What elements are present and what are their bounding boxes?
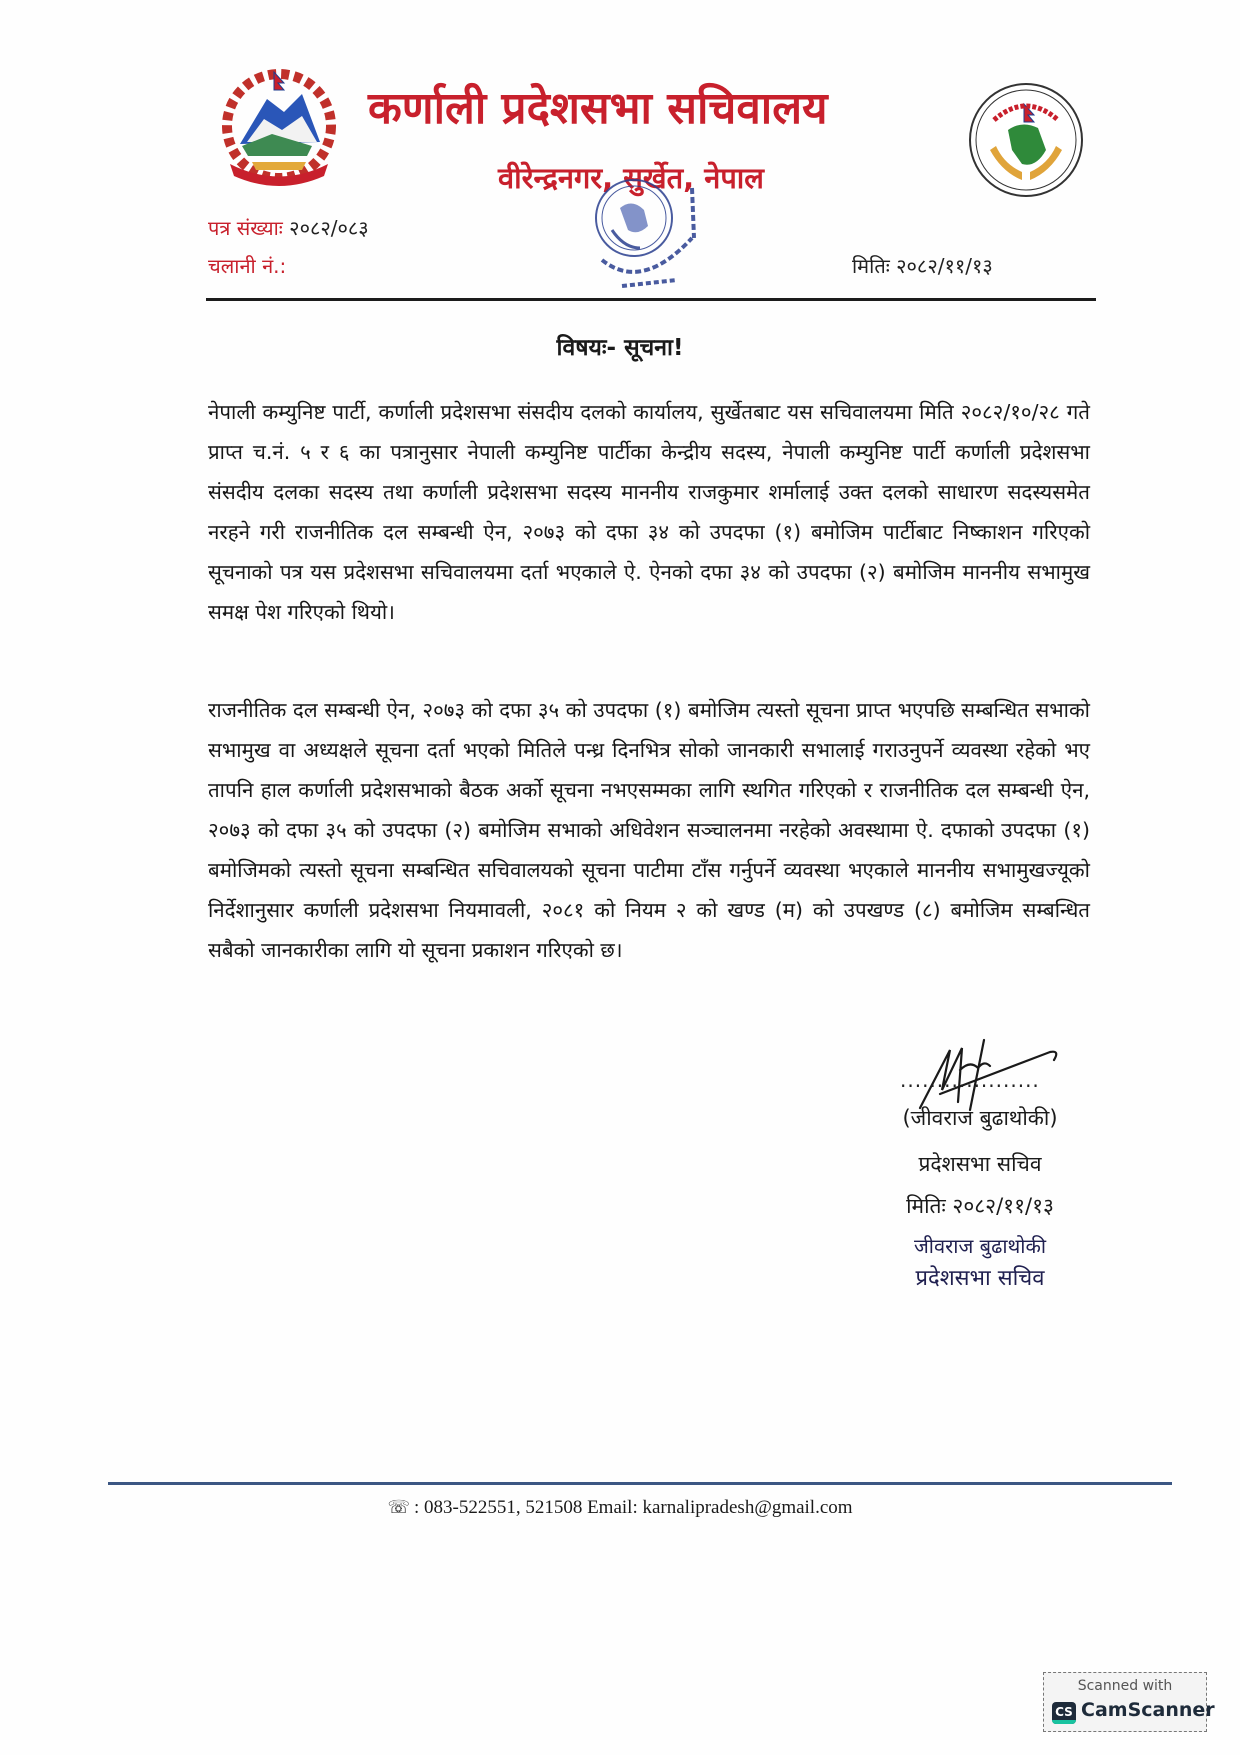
signature-line: ...................	[900, 1068, 1040, 1092]
footer-divider	[108, 1482, 1172, 1485]
footer-contact	[0, 1497, 1240, 1519]
camscanner-logo-icon: CS	[1052, 1702, 1076, 1724]
nepal-coat-of-arms-icon	[212, 64, 347, 194]
organization-address: वीरेन्द्रनगर, सुर्खेत, नेपाल	[498, 161, 764, 195]
subject-heading: विषयः- सूचना!	[556, 335, 684, 361]
signatory-title: प्रदेशसभा सचिव	[918, 1152, 1042, 1176]
signature-date: मितिः २०८२/११/१३	[906, 1194, 1054, 1218]
watermark-brand: CamScanner	[1081, 1699, 1215, 1721]
phone-icon: ☏	[387, 1497, 410, 1517]
dispatch-number-label: चलानी नं.:	[208, 254, 287, 278]
seal-name: जीवराज बुढाथोकी	[913, 1234, 1047, 1258]
letter-date-value: २०८२/११/१३	[896, 254, 993, 278]
letter-date-label: मितिः	[852, 254, 890, 278]
letter-number-value: २०८२/०८३	[289, 216, 369, 240]
letter-number-label: पत्र संख्याः	[208, 216, 283, 240]
organization-title: कर्णाली प्रदेशसभा सचिवालय	[368, 83, 828, 134]
contact-details: : 083-522551, 521508 Email: karnalipradesh@gmail.com	[413, 1497, 853, 1518]
signatory-name: (जीवराज बुढाथोकी)	[902, 1106, 1058, 1130]
seal-title: प्रदेशसभा सचिव	[915, 1266, 1045, 1291]
watermark-caption: Scanned with	[1077, 1678, 1173, 1694]
letter-date	[852, 252, 993, 279]
header-divider	[206, 298, 1096, 301]
karnali-pradesh-sabha-logo-icon	[966, 80, 1086, 200]
camscanner-watermark	[1043, 1672, 1215, 1732]
body-paragraph-2: राजनीतिक दल सम्बन्धी ऐन, २०७३ को दफा ३५ को उपदफा (१) बमोजिम त्यस्तो सूचना प्राप्त भएपछि सम्बन्धित सभाको सभामुख वा अध्यक्षले सूचना दर्ता भएको मितिले पन्ध्र दिनभित्र सोको जानकारी सभालाई गराउनुपर्ने व्यवस्था रहेको भए तापनि हाल कर्णाली प्रदेशसभाको बैठक अर्को सूचना नभएसम्मका लागि स्थगित गरिएको र राजनीतिक दल सम्बन्धी ऐन, २०७३ को दफा ३५ को उपदफा (२) बमोजिम सभाको अधिवेशन सञ्चालनमा नरहेको अवस्थामा ऐ. दफाको उपदफा (१) बमोजिमको त्यस्तो सूचना सम्बन्धित सचिवालयको सूचना पाटीमा टाँस गर्नुपर्ने व्यवस्था भएकाले माननीय सभामुखज्यूको निर्देशानुसार कर्णाली प्रदेशसभा नियमावली, २०८१ को नियम २ को खण्ड (म) को उपखण्ड (८) बमोजिम सम्बन्धित सबैको जानकारीका लागि यो सूचना प्रकाशन गरिएको छ।	[208, 698, 1090, 962]
body-paragraph-1: नेपाली कम्युनिष्ट पार्टी, कर्णाली प्रदेशसभा संसदीय दलको कार्यालय, सुर्खेतबाट यस सचिवालयमा मिति २०८२/१०/२८ गते प्राप्त च.नं. ५ र ६ का पत्रानुसार नेपाली कम्युनिष्ट पार्टीका केन्द्रीय सदस्य, नेपाली कम्युनिष्ट पार्टी कर्णाली प्रदेशसभा संसदीय दलका सदस्य तथा कर्णाली प्रदेशसभा सदस्य माननीय राजकुमार शर्मालाई उक्त दलको साधारण सदस्यसमेत नरहने गरी राजनीतिक दल सम्बन्धी ऐन, २०७३ को दफा ३४ को उपदफा (१) बमोजिम पार्टीबाट निष्काशन गरिएको सूचनाको पत्र यस प्रदेशसभा सचिवालयमा दर्ता भएकाले ऐ. ऐनको दफा ३४ को उपदफा (२) बमोजिम माननीय सभामुख समक्ष पेश गरिएको थियो।	[208, 400, 1090, 624]
office-stamp-icon	[582, 168, 712, 296]
letter-number	[208, 214, 369, 241]
dispatch-number	[208, 252, 286, 279]
